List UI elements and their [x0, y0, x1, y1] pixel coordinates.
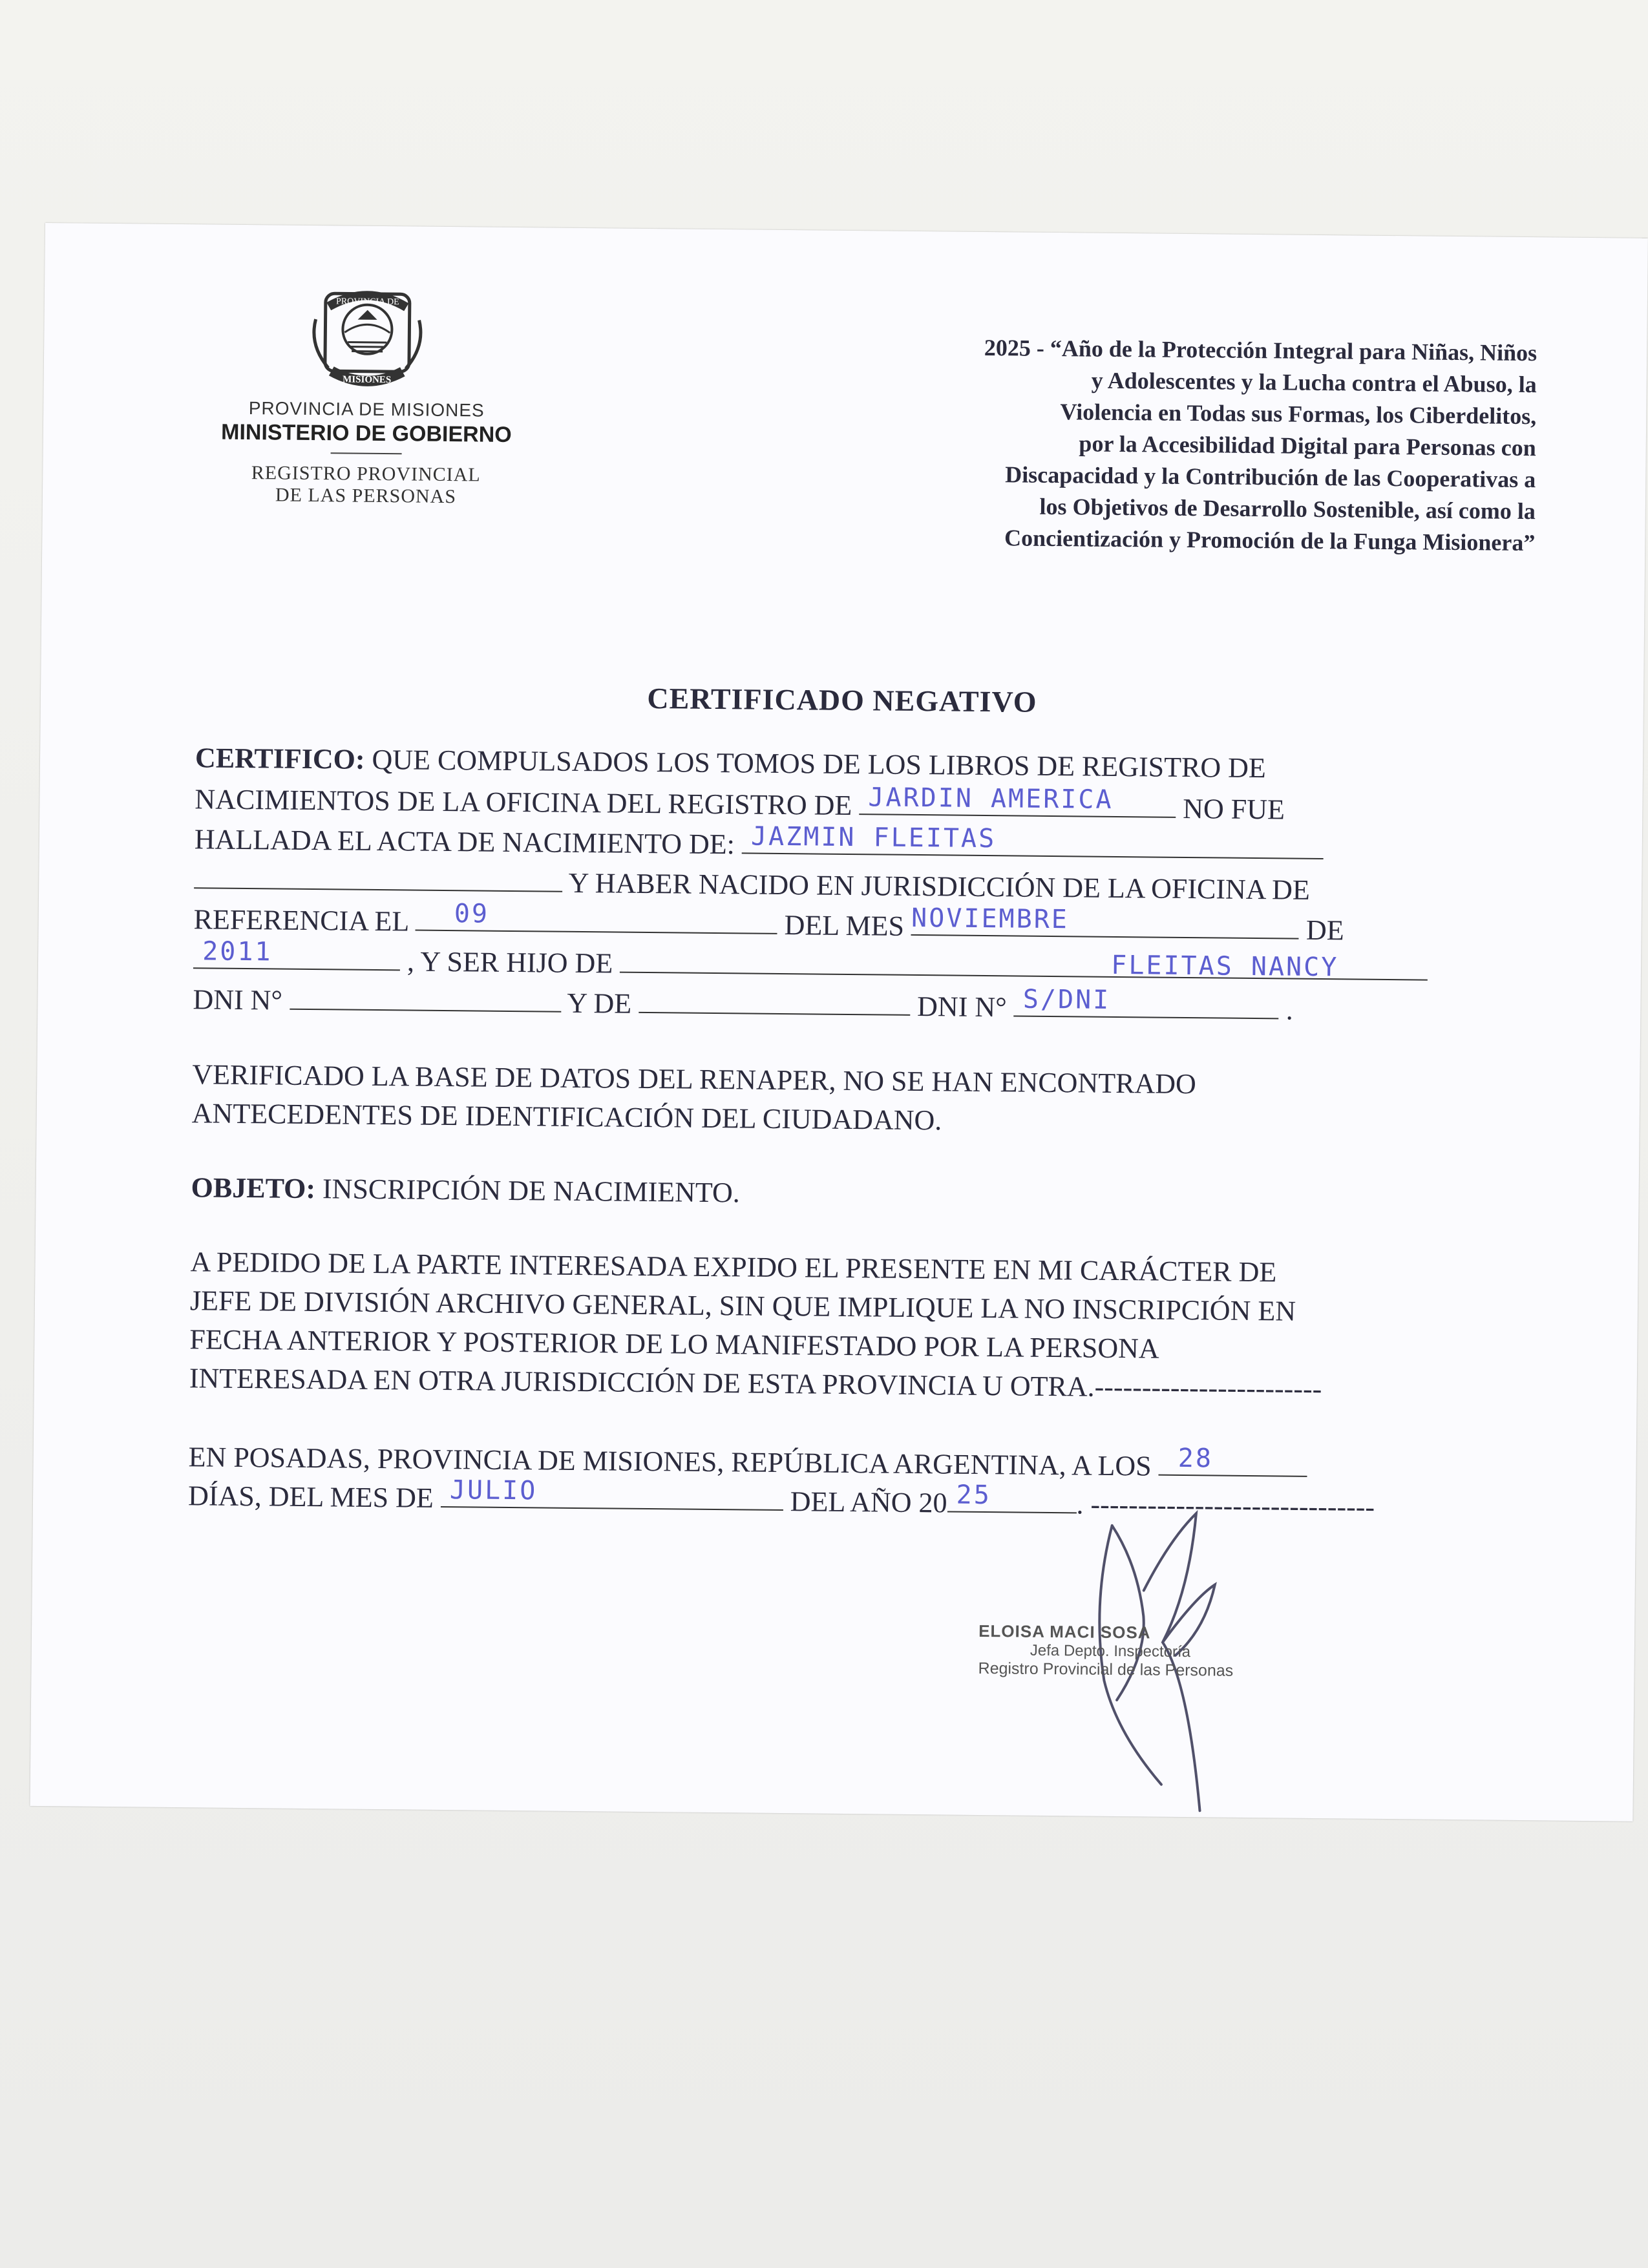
- body-text: DÍAS, DEL MES DE: [187, 1480, 434, 1514]
- objeto-line: [191, 1171, 740, 1209]
- motto-line: Discapacidad y la Contribución de las Cooperativas a: [1005, 461, 1536, 493]
- birth-year-field: [193, 936, 400, 971]
- body-text: NACIMIENTOS DE LA OFICINA DEL REGISTRO DE: [195, 783, 852, 822]
- handwritten-birth-month: NOVIEMBRE: [911, 903, 1070, 935]
- body-line-6: [193, 936, 1428, 987]
- certifico-label: CERTIFICO:: [195, 742, 365, 775]
- handwritten-registry-office: JARDIN AMERICA: [868, 782, 1114, 815]
- ministry-logo-block: [198, 279, 536, 509]
- posadas-line-1: [188, 1439, 1307, 1484]
- body-text: REFERENCIA EL: [193, 903, 408, 938]
- motto-line: por la Accesibilidad Digital para Personas con: [1079, 430, 1536, 461]
- birth-month-field: [911, 903, 1299, 940]
- issue-day-field: [1159, 1443, 1307, 1477]
- objeto-label: OBJETO:: [191, 1171, 316, 1205]
- handwritten-person-name: JAZMIN FLEITAS: [750, 821, 997, 854]
- motto-line: 2025 - “Año de la Protección Integral para Niñas, Niños: [984, 334, 1537, 366]
- body-line-3: [195, 821, 1324, 866]
- handwritten-mother-name-upper: FLEITAS NANCY: [1111, 950, 1339, 983]
- province-crest-icon: [302, 280, 432, 395]
- body-text: Y DE: [567, 987, 632, 1020]
- certificate-sheet: [30, 223, 1647, 1822]
- stamp-name: ELOISA MACI SOSA: [978, 1621, 1151, 1643]
- pedido-line-4: INTERESADA EN OTRA JURISDICCIÓN DE ESTA PROVINCIA U OTRA.------------------------: [189, 1362, 1322, 1405]
- body-text: HALLADA EL ACTA DE NACIMIENTO DE:: [194, 823, 735, 861]
- issue-month-field: [441, 1475, 783, 1511]
- body-line-1: [195, 741, 1266, 784]
- year-motto: [572, 328, 1537, 559]
- name-continuation-field: [194, 861, 562, 892]
- document-title: CERTIFICADO NEGATIVO: [647, 681, 1037, 719]
- birth-day-field: [416, 899, 777, 934]
- registry-name-line1: REGISTRO PROVINCIAL: [251, 462, 481, 486]
- registry-name-line2: DE LAS PERSONAS: [275, 484, 457, 508]
- ministry-name: MINISTERIO DE GOBIERNO: [220, 419, 512, 447]
- body-text: DNI N°: [916, 991, 1007, 1024]
- mother-dni-field: [1014, 984, 1279, 1019]
- body-line-5: [193, 901, 1344, 947]
- body-text: DNI N°: [193, 983, 283, 1016]
- body-text: DEL MES: [784, 909, 905, 942]
- body-text: NO FUE: [1183, 792, 1285, 826]
- stamp-role: Jefa Depto. Inspectoría: [1030, 1641, 1191, 1661]
- body-text: . ------------------------------: [1076, 1488, 1375, 1523]
- body-text: DE: [1305, 914, 1344, 947]
- stamp-organization: Registro Provincial de las Personas: [978, 1659, 1234, 1680]
- registry-office-field: [859, 782, 1176, 818]
- handwritten-birth-day: 09: [454, 899, 490, 929]
- objeto-text: INSCRIPCIÓN DE NACIMIENTO.: [322, 1173, 741, 1209]
- motto-line: los Objetivos de Desarrollo Sostenible, así como la: [1039, 493, 1536, 525]
- motto-line: Concientización y Promoción de la Funga Misionera”: [1004, 525, 1536, 556]
- crest-top-text: PROVINCIA DE: [335, 297, 399, 308]
- pedido-line-3: FECHA ANTERIOR Y POSTERIOR DE LO MANIFESTADO POR LA PERSONA: [189, 1323, 1159, 1365]
- handwritten-birth-year: 2011: [202, 936, 273, 967]
- body-text: .: [1285, 994, 1293, 1026]
- person-name-field: [742, 821, 1324, 859]
- body-line-4: [194, 861, 1310, 907]
- body-text: , Y SER HIJO DE: [407, 945, 613, 980]
- handwritten-mother-dni: S/DNI: [1022, 984, 1111, 1015]
- issue-year-field: [947, 1480, 1076, 1513]
- pedido-line-2: JEFE DE DIVISIÓN ARCHIVO GENERAL, SIN QUE IMPLIQUE LA NO INSCRIPCIÓN EN: [189, 1285, 1296, 1327]
- handwritten-issue-year: 25: [956, 1480, 992, 1511]
- verificado-line-1: VERIFICADO LA BASE DE DATOS DEL RENAPER, NO SE HAN ENCONTRADO: [192, 1058, 1197, 1100]
- motto-line: Violencia en Todas sus Formas, los Ciberdelitos,: [1060, 399, 1537, 430]
- body-text: DEL AÑO 20: [790, 1486, 947, 1519]
- logo-divider: [331, 452, 402, 454]
- handwritten-issue-month: JULIO: [449, 1475, 538, 1506]
- verificado-line-2: ANTECEDENTES DE IDENTIFICACIÓN DEL CIUDADANO.: [191, 1097, 942, 1137]
- motto-line: y Adolescentes y la Lucha contra el Abuso, la: [1091, 367, 1537, 398]
- father-dni-field: [290, 983, 561, 1013]
- official-stamp: [978, 1621, 1366, 1682]
- body-text: EN POSADAS, PROVINCIA DE MISIONES, REPÚBLICA ARGENTINA, A LOS: [188, 1441, 1152, 1482]
- father-name-field: [620, 946, 1428, 981]
- pedido-line-1: A PEDIDO DE LA PARTE INTERESADA EXPIDO EL PRESENTE EN MI CARÁCTER DE: [190, 1246, 1277, 1288]
- body-line-2: [195, 781, 1285, 826]
- body-text: QUE COMPULSADOS LOS TOMOS DE LOS LIBROS DE REGISTRO DE: [372, 743, 1267, 784]
- body-text: Y HABER NACIDO EN JURISDICCIÓN DE LA OFICINA DE: [568, 866, 1311, 906]
- crest-bottom-text: MISIONES: [343, 374, 392, 386]
- body-line-7: [193, 982, 1293, 1026]
- province-name: PROVINCIA DE MISIONES: [248, 398, 485, 421]
- mother-name-field: [639, 986, 910, 1016]
- handwritten-issue-day: 28: [1178, 1443, 1214, 1474]
